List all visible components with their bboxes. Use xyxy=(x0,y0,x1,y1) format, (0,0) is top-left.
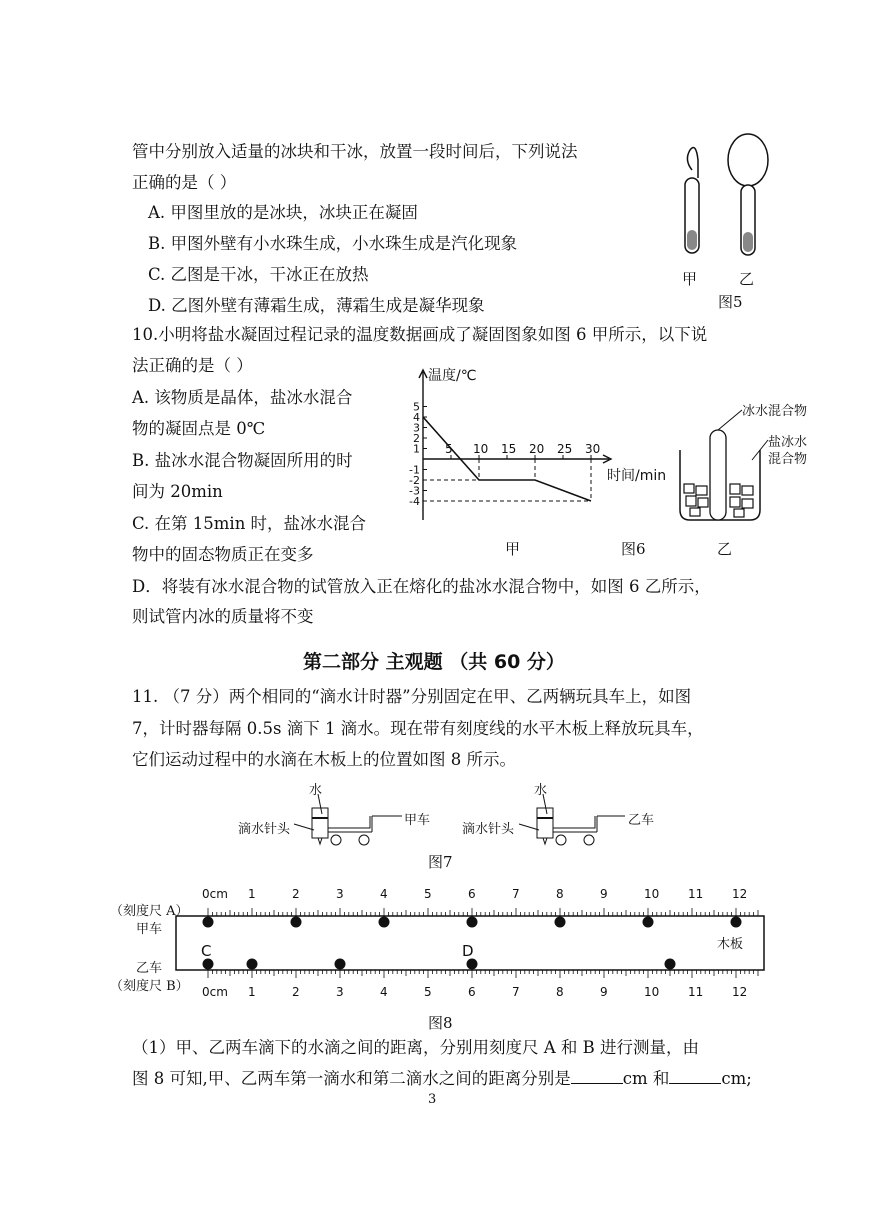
q10-option-c1: C. 在第 15min 时，盐冰水混合 xyxy=(132,514,367,533)
ruler-a-tick-label: 0cm xyxy=(202,887,228,901)
car-yi-drawing xyxy=(519,794,625,845)
ruler-a-tick-label: 9 xyxy=(600,887,608,901)
ruler-b-tick-label: 3 xyxy=(336,985,344,999)
fig6-label-yi: 乙 xyxy=(717,540,733,558)
graph-ticks xyxy=(409,401,600,509)
q11-line1: 11. （7 分）两个相同的“滴水计时器”分别固定在甲、乙两辆玩具车上，如图 xyxy=(132,687,692,706)
fig7-needle-label-yi: 滴水针头 xyxy=(462,822,515,837)
graph-x-tick-label: 10 xyxy=(473,442,489,456)
water-drop-jia xyxy=(291,917,302,928)
q10-option-b1: B. 盐冰水混合物凝固所用的时 xyxy=(132,451,353,470)
point-c-label: C xyxy=(201,942,212,960)
graph-y-tick-label: 3 xyxy=(413,421,420,435)
q10-option-b2: 间为 20min xyxy=(132,482,223,501)
ruler-b-tick-label: 6 xyxy=(468,985,476,999)
beaker-label-salt-1: 盐冰水 xyxy=(768,435,808,450)
q10-option-a1: A. 该物质是晶体，盐冰水混合 xyxy=(132,388,353,407)
figure-7-cars xyxy=(230,780,650,852)
ruler-a-tick-label: 11 xyxy=(688,887,704,901)
ruler-b-tick-label: 4 xyxy=(380,985,388,999)
ruler-b-label: （刻度尺 B） xyxy=(110,979,189,994)
graph-x-tick-label: 5 xyxy=(445,442,453,456)
fig7-caption: 图7 xyxy=(428,853,453,871)
ruler-b-tick-label: 12 xyxy=(732,985,748,999)
water-drop-yi xyxy=(665,959,676,970)
ruler-b-tick-label: 8 xyxy=(556,985,564,999)
q11-sub1-unit2: cm; xyxy=(721,1069,752,1088)
ruler-a-tick-label: 3 xyxy=(336,887,344,901)
water-drop-jia xyxy=(731,917,742,928)
water-drop-yi xyxy=(467,959,478,970)
q9-stem-line1: 管中分别放入适量的冰块和干冰，放置一段时间后，下列说法 xyxy=(132,142,578,161)
fig7-car-jia-label: 甲车 xyxy=(404,813,431,828)
graph-y-tick-label: -2 xyxy=(409,474,420,487)
water-drop-jia xyxy=(379,917,390,928)
fig7-car-yi-label: 乙车 xyxy=(628,813,655,828)
ruler-a-tick-label: 7 xyxy=(512,887,520,901)
car-jia-drawing xyxy=(294,794,402,845)
graph-x-tick-label: 30 xyxy=(585,442,601,456)
ruler-b-tick-label: 11 xyxy=(688,985,704,999)
page-number: 3 xyxy=(428,1092,437,1107)
ruler-b-tick-label: 1 xyxy=(248,985,256,999)
fig6-label-jia: 甲 xyxy=(505,540,521,558)
water-drop-jia xyxy=(555,917,566,928)
ruler-a-tick-label: 1 xyxy=(248,887,256,901)
ruler-a-ticks xyxy=(208,908,758,916)
water-drop-jia xyxy=(203,917,214,928)
graph-y-label: 温度/℃ xyxy=(428,368,477,384)
q10-option-c2: 物中的固态物质正在变多 xyxy=(132,545,314,564)
point-d-label: D xyxy=(462,942,474,960)
ruler-b-ticks xyxy=(208,970,758,978)
q9-stem-line2: 正确的是（ ） xyxy=(132,173,237,192)
graph-y-tick-label: 5 xyxy=(413,400,420,414)
ruler-b-tick-label: 0cm xyxy=(202,985,228,999)
fig8-caption: 图8 xyxy=(428,1014,453,1032)
figure-6-temperature-graph xyxy=(395,360,685,530)
ruler-a-tick-label: 8 xyxy=(556,887,564,901)
fig7-needle-label-jia: 滴水针头 xyxy=(238,822,291,837)
q9-option-d: D. 乙图外壁有薄霜生成，薄霜生成是凝华现象 xyxy=(148,296,485,315)
q11-sub1-line2 xyxy=(132,1068,752,1090)
fig7-water-label-yi: 水 xyxy=(534,783,548,798)
q9-option-b: B. 甲图外壁有小水珠生成，小水珠生成是汽化现象 xyxy=(148,234,518,253)
fig8-car-yi-label: 乙车 xyxy=(136,961,163,976)
q10-option-d2: 则试管内冰的质量将不变 xyxy=(132,607,314,626)
graph-x-tick-label: 20 xyxy=(529,442,545,456)
ruler-b-tick-label: 7 xyxy=(512,985,520,999)
ruler-b-tick-label: 2 xyxy=(292,985,300,999)
ruler-a-tick-label: 6 xyxy=(468,887,476,901)
water-drop-jia xyxy=(467,917,478,928)
q10-option-d1: D．将装有冰水混合物的试管放入正在熔化的盐冰水混合物中，如图 6 乙所示， xyxy=(132,577,711,596)
fig8-car-jia-label: 甲车 xyxy=(136,922,163,937)
fig5-label-jia: 甲 xyxy=(682,270,698,288)
graph-y-tick-label: 4 xyxy=(413,411,420,424)
graph-y-tick-label: 1 xyxy=(413,442,420,456)
q10-stem-line2: 法正确的是（ ） xyxy=(132,356,253,375)
figure-8-rulers xyxy=(100,880,780,1010)
ruler-a-tick-label: 10 xyxy=(644,887,660,901)
ruler-b-labels xyxy=(202,985,747,999)
part2-title: 第二部分 主观题 （共 60 分） xyxy=(303,651,565,673)
graph-y-tick-label: -1 xyxy=(409,463,420,477)
water-drop-jia xyxy=(643,917,654,928)
water-drop-yi xyxy=(335,959,346,970)
q11-line2: 7，计时器每隔 0.5s 滴下 1 滴水。现在带有刻度线的水平木板上释放玩具车， xyxy=(132,719,704,738)
fig7-water-label-jia: 水 xyxy=(309,783,323,798)
answer-blank-1[interactable] xyxy=(571,1069,623,1084)
graph-x-label: 时间/min xyxy=(607,468,667,484)
q10-option-a2: 物的凝固点是 0℃ xyxy=(132,419,266,438)
figure-5-test-tubes xyxy=(670,130,780,280)
ruler-a-tick-label: 4 xyxy=(380,887,388,901)
q9-option-c: C. 乙图是干冰，干冰正在放热 xyxy=(148,265,369,284)
graph-y-tick-label: 2 xyxy=(413,432,420,445)
graph-y-tick-label: -3 xyxy=(409,484,420,498)
graph-x-tick-label: 15 xyxy=(501,442,517,456)
q11-sub1-unit1: cm 和 xyxy=(622,1069,670,1088)
ruler-a-tick-label: 12 xyxy=(732,887,748,901)
board-label: 木板 xyxy=(717,937,744,952)
graph-x-tick-label: 25 xyxy=(557,442,573,456)
water-drop-yi xyxy=(203,959,214,970)
beaker-label-ice-water: 冰水混合物 xyxy=(742,404,808,419)
ruler-a-tick-label: 2 xyxy=(292,887,300,901)
ruler-b-tick-label: 9 xyxy=(600,985,608,999)
ruler-b-tick-label: 10 xyxy=(644,985,660,999)
beaker-label-salt-2: 混合物 xyxy=(768,452,808,467)
ruler-a-label: （刻度尺 A） xyxy=(110,904,189,919)
ruler-b-tick-label: 5 xyxy=(424,985,432,999)
fig5-label-yi: 乙 xyxy=(739,270,755,288)
q11-sub1-text: 图 8 可知,甲、乙两车第一滴水和第二滴水之间的距离分别是 xyxy=(132,1069,571,1088)
ruler-a-labels xyxy=(202,887,747,901)
fig6-caption: 图6 xyxy=(621,540,646,558)
q10-stem-line1: 10.小明将盐水凝固过程记录的温度数据画成了凝固图象如图 6 甲所示，以下说 xyxy=(132,325,708,344)
fig5-caption: 图5 xyxy=(718,293,743,311)
q11-line3: 它们运动过程中的水滴在木板上的位置如图 8 所示。 xyxy=(132,750,516,769)
water-drop-yi xyxy=(247,959,258,970)
answer-blank-2[interactable] xyxy=(669,1069,721,1084)
graph-y-tick-label: -4 xyxy=(409,495,420,508)
q9-option-a: A. 甲图里放的是冰块，冰块正在凝固 xyxy=(148,203,418,222)
q11-sub1-line1: （1）甲、乙两车滴下的水滴之间的距离，分别用刻度尺 A 和 B 进行测量，由 xyxy=(132,1038,700,1057)
ruler-a-tick-label: 5 xyxy=(424,887,432,901)
